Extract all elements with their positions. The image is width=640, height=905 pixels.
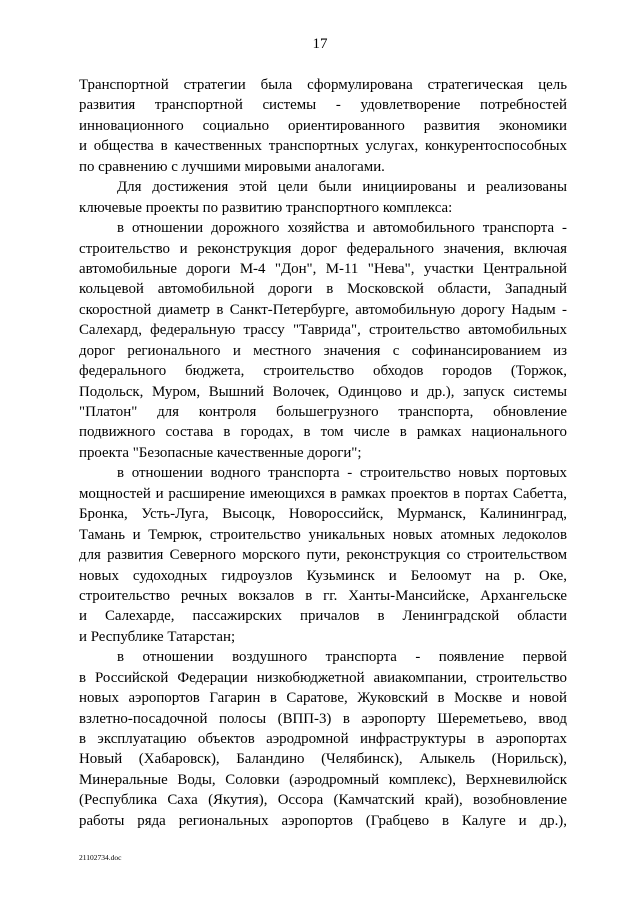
text-line: и Салехарде, пассажирских причалов в Ленинградской области [79,608,567,625]
text-line: и Республике Татарстан; [79,628,236,645]
page-number: 17 [312,36,328,52]
text-line: взлетно-посадочной полосы (ВПП-3) в аэропорту Шереметьево, ввод [79,710,567,727]
text-line: автомобильные дороги М-4 "Дон", М-11 "Нева", участки Центральной [79,260,567,277]
footer-filename: 21102734.doc [79,853,122,862]
text-line: Минеральные Воды, Соловки (аэродромный комплекс), Верхневилюйск [79,771,567,788]
text-line: для развития Северного морского пути, реконструкция со строительством [79,547,567,564]
text-line: в Российской Федерации низкобюджетной авиакомпании, строительство [79,669,567,686]
text-line: развития транспортной системы - удовлетворение потребностей [79,97,567,114]
text-line: федерального бюджета, строительство обходов городов (Торжок, [79,363,567,380]
document-body [79,75,567,831]
text-line: работы ряда региональных аэропортов (Грабцево в Калуге и др.), [79,812,567,829]
text-line: проекта "Безопасные качественные дороги"; [79,444,362,461]
text-line: (Республика Саха (Якутия), Оссора (Камчатский край), возобновление [79,792,567,809]
text-line: по сравнению с лучшими мировыми аналогами. [79,158,385,175]
text-line: в отношении воздушного транспорта - появление первой [117,649,567,666]
text-line: новых аэропортов Гагарин в Саратове, Жуковский в Москве и новой [79,690,567,707]
text-line: "Платон" для контроля большегрузного транспорта, обновление [79,404,567,420]
text-line: строительство и реконструкция дорог федерального значения, включая [79,240,567,257]
text-line: Тамань и Темрюк, строительство уникальных новых атомных ледоколов [79,526,567,543]
text-line: ключевые проекты по развитию транспортного комплекса: [79,199,453,216]
text-line: Подольск, Муром, Вышний Волочек, Одинцово и др.), запуск системы [79,383,567,400]
text-line: Новый (Хабаровск), Баландино (Челябинск), Алыкель (Норильск), [79,751,567,768]
text-line: в эксплуатацию объектов аэродромной инфраструктуры в аэропортах [79,731,567,747]
text-line: дорог регионального и местного значения с софинансированием из [79,342,567,359]
text-line: Салехард, федеральную трассу "Таврида", строительство автомобильных [79,322,567,339]
text-line: новых судоходных гидроузлов Кузьминск и Белоомут на р. Оке, [79,567,567,584]
text-line: инновационного социально ориентированного развития экономики [79,117,567,134]
text-line: кольцевой автомобильной дороги в Московской области, Западный [79,281,567,298]
text-line: подвижного состава в городах, в том числе в рамках национального [79,424,567,441]
text-line: и общества в качественных транспортных услугах, конкурентоспособных [79,138,567,155]
text-line: скоростной диаметр в Санкт-Петербурге, автомобильную дорогу Надым - [79,301,567,318]
text-line: мощностей и расширение имеющихся в рамках проектов в портах Сабетта, [79,485,567,502]
text-line: в отношении дорожного хозяйства и автомобильного транспорта - [117,220,567,237]
text-line: строительство речных вокзалов в гг. Ханты-Мансийске, Архангельске [79,587,567,604]
text-line: Для достижения этой цели были инициированы и реализованы [117,179,567,196]
text-line: Бронка, Усть-Луга, Высоцк, Новороссийск, Мурманск, Калининград, [79,506,567,523]
text-line: Транспортной стратегии была сформулирована стратегическая цель [79,77,567,93]
text-line: в отношении водного транспорта - строительство новых портовых [117,465,567,482]
